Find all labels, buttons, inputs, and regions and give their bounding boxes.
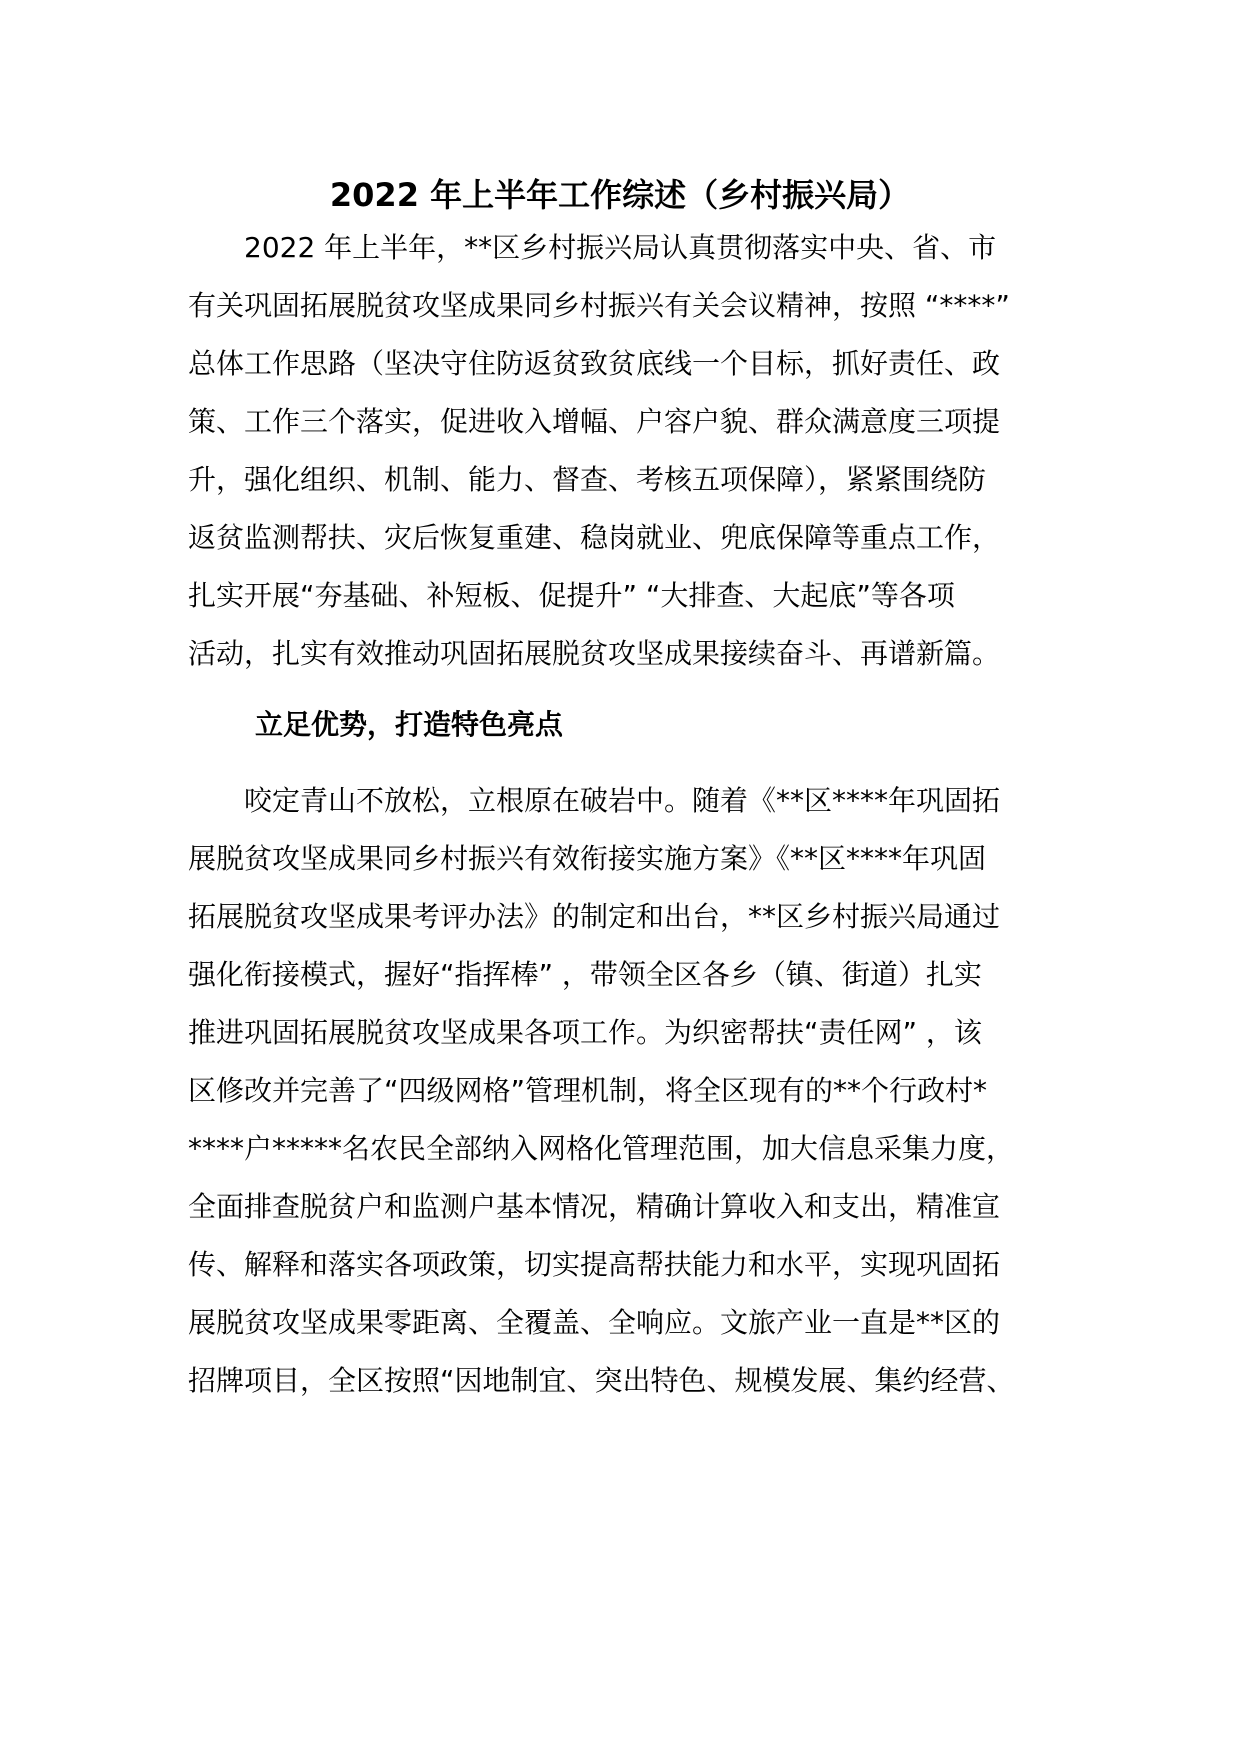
- paragraph-line: 总体工作思路（坚决守住防返贫致贫底线一个目标，抓好责任、政: [188, 347, 1001, 380]
- paragraph-line: 2022 年上半年，**区乡村振兴局认真贯彻落实中央、省、市: [188, 231, 997, 264]
- paragraph-line: 咬定青山不放松，立根原在破岩中。随着《**区****年巩固拓: [188, 784, 1001, 817]
- paragraph-line: 传、解释和落实各项政策，切实提高帮扶能力和水平，实现巩固拓: [188, 1248, 1001, 1281]
- paragraph-line: 活动，扎实有效推动巩固拓展脱贫攻坚成果接续奋斗、再谱新篇。: [188, 637, 1001, 670]
- paragraph-line: 返贫监测帮扶、灾后恢复重建、稳岗就业、兜底保障等重点工作，: [188, 521, 1001, 554]
- paragraph-line: 强化衔接模式，握好“指挥棒” ，带领全区各乡（镇、街道）扎实: [188, 958, 982, 991]
- paragraph-line: 拓展脱贫攻坚成果考评办法》的制定和出台，**区乡村振兴局通过: [188, 900, 1001, 933]
- paragraph-line: 招牌项目，全区按照“因地制宜、突出特色、规模发展、集约经营、: [188, 1364, 1015, 1397]
- paragraph-line: 展脱贫攻坚成果同乡村振兴有效衔接实施方案》《**区****年巩固: [188, 842, 987, 875]
- section-heading: 立足优势，打造特色亮点: [255, 708, 564, 741]
- paragraph-line: 策、工作三个落实，促进收入增幅、户容户貌、群众满意度三项提: [188, 405, 1001, 438]
- paragraph-line: 展脱贫攻坚成果零距离、全覆盖、全响应。文旅产业一直是**区的: [188, 1306, 1001, 1339]
- paragraph-line: 有关巩固拓展脱贫攻坚成果同乡村振兴有关会议精神，按照 “****”: [188, 289, 1010, 322]
- paragraph-line: 推进巩固拓展脱贫攻坚成果各项工作。为织密帮扶“责任网” ，该: [188, 1016, 982, 1049]
- paragraph-line: 全面排查脱贫户和监测户基本情况，精确计算收入和支出，精准宣: [188, 1190, 1001, 1223]
- paragraph-line: 扎实开展“夯基础、补短板、促提升” “大排查、大起底”等各项: [188, 579, 955, 612]
- paragraph-line: ****户*****名农民全部纳入网格化管理范围，加大信息采集力度，: [188, 1132, 1015, 1165]
- paragraph-line: 升，强化组织、机制、能力、督查、考核五项保障），紧紧围绕防: [188, 463, 987, 496]
- document-title: 2022 年上半年工作综述（乡村振兴局）: [329, 176, 911, 214]
- paragraph-line: 区修改并完善了“四级网格”管理机制，将全区现有的**个行政村*: [188, 1074, 988, 1107]
